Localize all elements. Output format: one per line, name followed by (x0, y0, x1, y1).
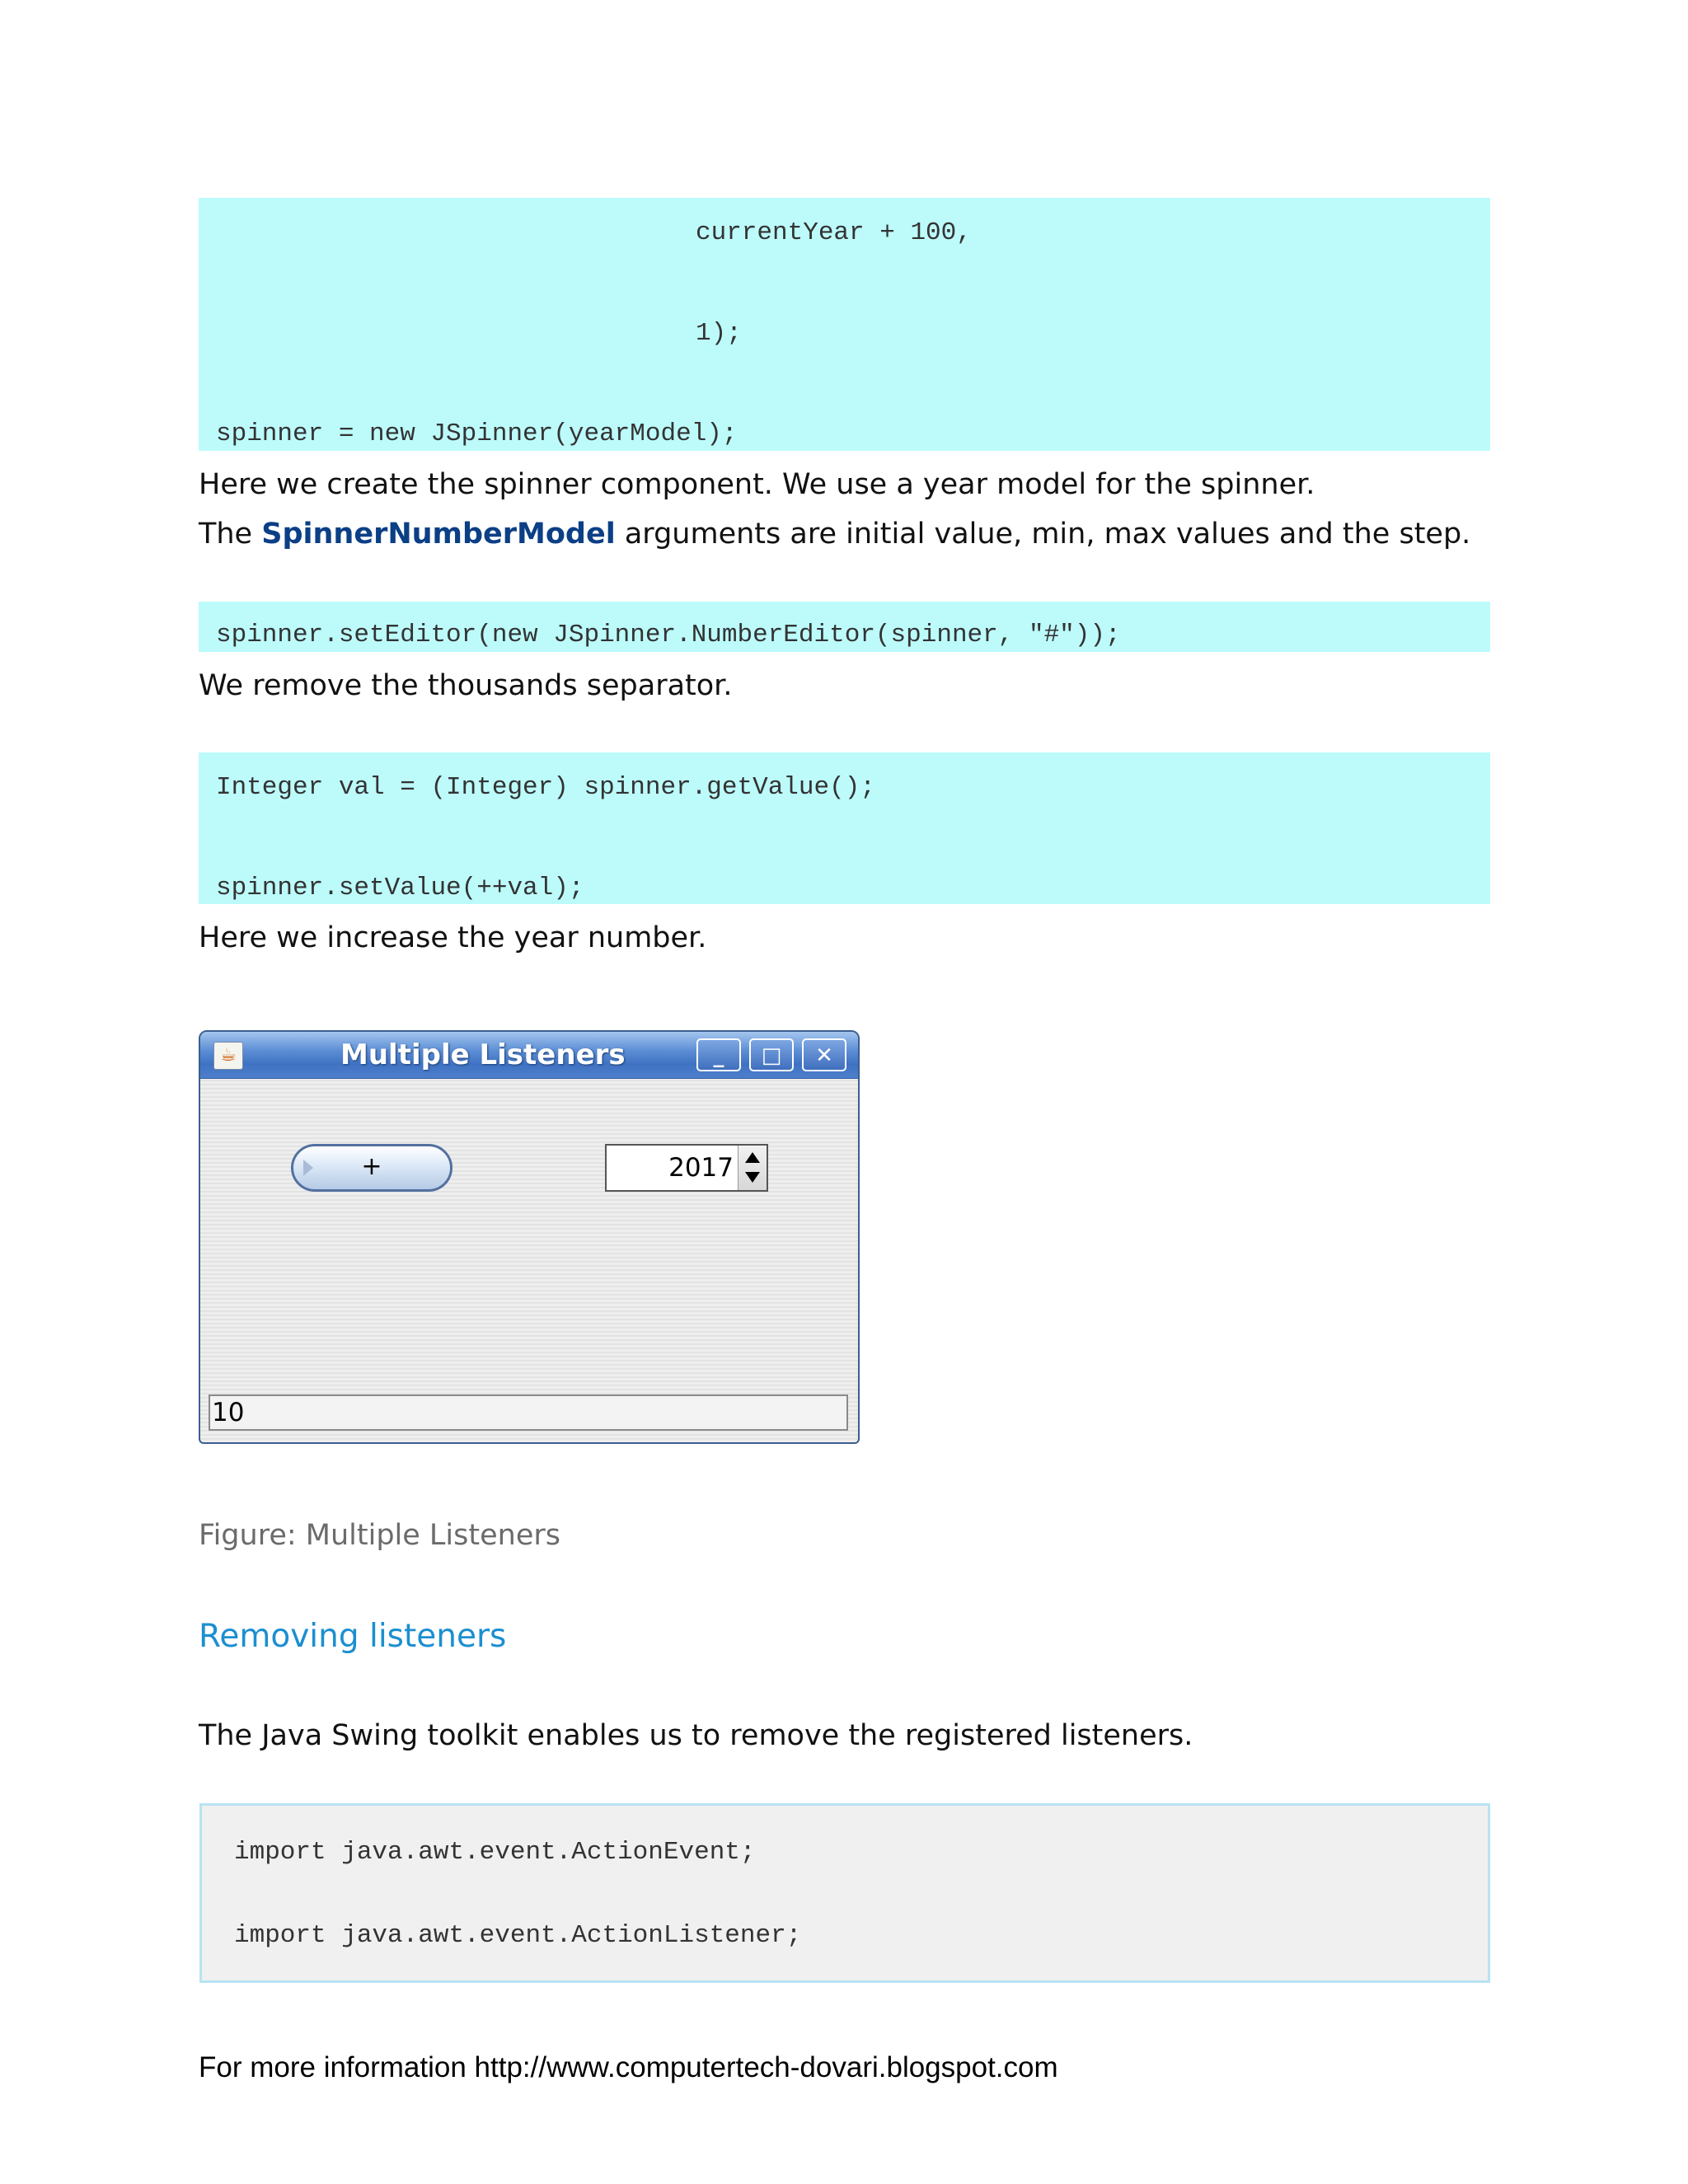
paragraph: Here we increase the year number. (199, 921, 707, 954)
spinner-down-arrow-icon[interactable] (745, 1172, 760, 1183)
paragraph-text: arguments are initial value, min, max values and the step. (615, 518, 1471, 551)
class-name-highlight: SpinnerNumberModel (261, 518, 616, 551)
title-bar (200, 1032, 858, 1079)
code-block-4 (199, 1803, 1490, 1983)
footer-note: For more information http://www.computertech-dovari.blogspot.com (199, 2051, 1058, 2083)
code-block-3 (199, 752, 1490, 904)
focus-arrow-icon (303, 1160, 313, 1176)
paragraph: We remove the thousands separator. (199, 669, 733, 702)
section-heading: Removing listeners (199, 1618, 507, 1655)
minimize-button[interactable]: _ (696, 1038, 741, 1071)
spinner-up-arrow-icon[interactable] (745, 1152, 760, 1163)
maximize-button[interactable]: □ (749, 1038, 794, 1071)
code-line: currentYear + 100, (696, 218, 972, 247)
figure-caption: Figure: Multiple Listeners (199, 1519, 560, 1552)
code-line: Integer val = (Integer) spinner.getValue(); (216, 773, 875, 802)
paragraph (199, 520, 1470, 549)
code-line: spinner.setEditor(new JSpinner.NumberEditor(spinner, "#")); (216, 621, 1121, 649)
year-spinner[interactable] (605, 1144, 768, 1192)
paragraph-text: The (199, 518, 262, 551)
code-block-1 (199, 198, 1490, 451)
code-line: 1); (696, 319, 742, 348)
swing-window-screenshot (199, 1030, 860, 1444)
code-line: spinner = new JSpinner(yearModel); (216, 419, 738, 448)
paragraph: The Java Swing toolkit enables us to remove the registered listeners. (199, 1719, 1193, 1752)
code-line: spinner.setValue(++val); (216, 874, 584, 902)
paragraph: Here we create the spinner component. We use a year model for the spinner. (199, 468, 1315, 501)
code-block-2 (199, 602, 1490, 652)
close-button[interactable]: ✕ (802, 1038, 846, 1071)
code-line: import java.awt.event.ActionEvent; (234, 1838, 756, 1867)
java-cup-icon: ☕ (213, 1042, 243, 1070)
spinner-buttons (738, 1146, 767, 1190)
window-title: Multiple Listeners (340, 1038, 626, 1071)
count-textfield[interactable]: 10 (209, 1394, 848, 1431)
plus-button[interactable] (291, 1144, 452, 1192)
spinner-value[interactable]: 2017 (668, 1153, 734, 1183)
plus-button-label: + (361, 1152, 382, 1181)
code-line: import java.awt.event.ActionListener; (234, 1921, 802, 1950)
